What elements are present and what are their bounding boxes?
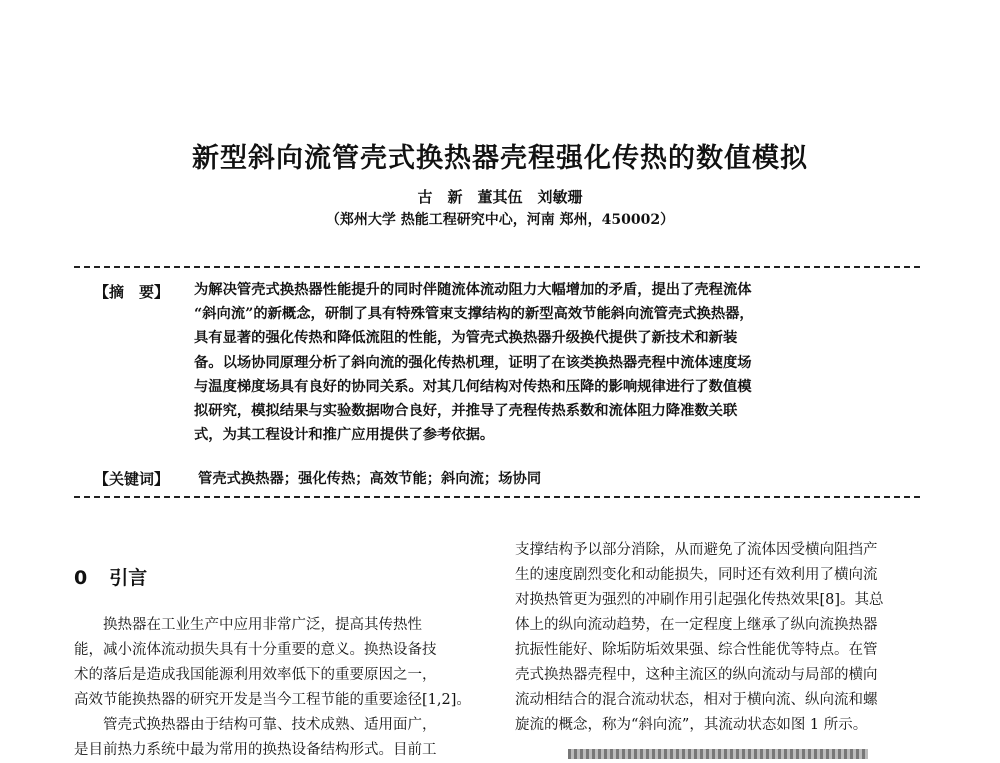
body-line: 术的落后是造成我国能源利用效率低下的重要原因之一， — [74, 667, 437, 683]
body-line: 支撑结构予以部分消除，从而避免了流体因受横向阻挡产 — [515, 542, 878, 558]
abstract-line: 具有显著的强化传热和降低流阻的性能，为管壳式换热器升级换代提供了新技术和新装 — [194, 330, 738, 347]
body-line: 能，减小流体流动损失具有十分重要的意义。换热设备技 — [74, 642, 437, 658]
body-line: 高效节能换热器的研究开发是当今工程节能的重要途径[1,2]。 — [74, 692, 471, 708]
keywords-text: 管壳式换热器；强化传热；高效节能；斜向流；场协同 — [198, 471, 542, 487]
paper-title: 新型斜向流管壳式换热器壳程强化传热的数值模拟 — [192, 143, 808, 174]
abstract-line: 备。以场协同原理分析了斜向流的强化传热机理，证明了在该类换热器壳程中流体速度场 — [194, 354, 752, 371]
abstract-line: 与温度梯度场具有良好的协同关系。对其几何结构对传热和压降的影响规律进行了数值模 — [194, 378, 752, 395]
abstract-line: 式，为其工程设计和推广应用提供了参考依据。 — [194, 427, 495, 444]
body-line: 换热器在工业生产中应用非常广泛，提高其传热性 — [74, 617, 422, 633]
affiliation: （郑州大学 热能工程研究中心，河南 郑州，450002） — [325, 212, 675, 228]
body-line: 体上的纵向流动趋势，在一定程度上继承了纵向流换热器 — [515, 617, 878, 633]
body-line: 对换热管更为强烈的冲刷作用引起强化传热效果[8]。其总 — [515, 592, 884, 608]
left-column — [74, 613, 498, 763]
right-column — [515, 538, 927, 738]
section-title: 引言 — [109, 567, 148, 589]
body-line: 壳式换热器壳程中，这种主流区的纵向流动与局部的横向 — [515, 667, 878, 683]
abstract-text — [194, 278, 900, 447]
authors: 古 新 董其伍 刘敏珊 — [417, 188, 583, 206]
abstract-line: 拟研究，模拟结果与实验数据吻合良好，并推导了壳程传热系数和流体阻力降准数关联 — [194, 403, 738, 420]
section-heading — [74, 563, 147, 590]
body-line: 是目前热力系统中最为常用的换热设备结构形式。目前工 — [74, 742, 437, 758]
body-line: 抗振性能好、除垢防垢效果强、综合性能优等特点。在管 — [515, 642, 878, 658]
abstract-label: 【摘 要】 — [94, 283, 170, 301]
body-line: 管壳式换热器由于结构可靠、技术成熟、适用面广， — [74, 717, 437, 733]
body-line: 生的速度剧烈变化和动能损失，同时还有效利用了横向流 — [515, 567, 878, 583]
abstract-line: 为解决管壳式换热器性能提升的同时伴随流体流动阻力大幅增加的矛盾，提出了壳程流体 — [194, 282, 752, 298]
abstract-line: “斜向流”的新概念，研制了具有特殊管束支撑结构的新型高效节能斜向流管壳式换热器， — [194, 306, 754, 323]
body-line: 流动相结合的混合流动状态，相对于横向流、纵向流和螺 — [515, 692, 878, 708]
keywords-label: 【关键词】 — [94, 470, 170, 488]
section-number: 0 — [74, 567, 88, 589]
figure-1-top-edge — [568, 749, 868, 759]
body-line: 旋流的概念，称为“斜向流”，其流动状态如图 1 所示。 — [515, 717, 868, 733]
